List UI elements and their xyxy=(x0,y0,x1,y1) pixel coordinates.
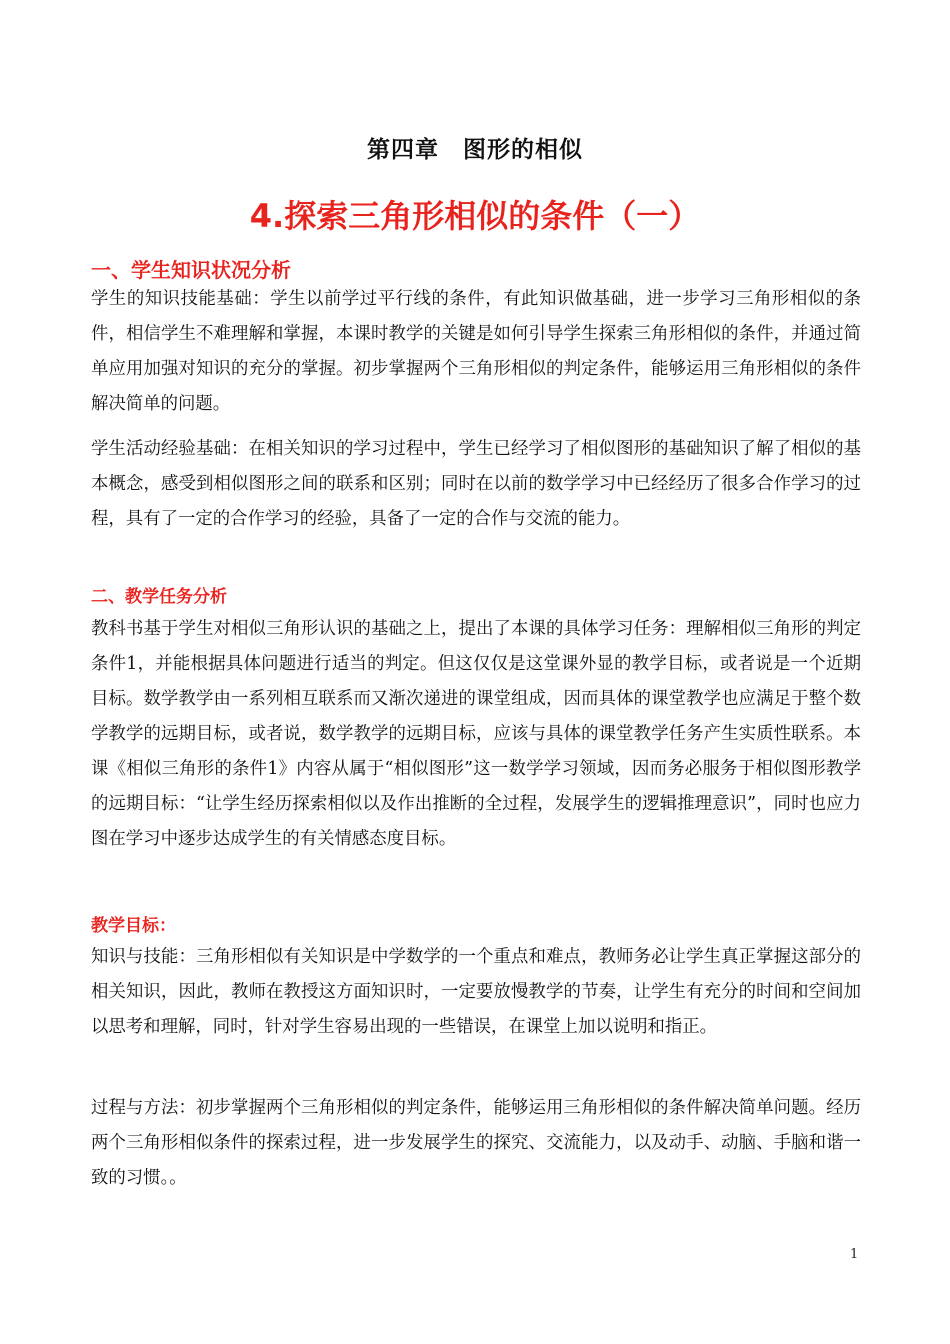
paragraph-knowledge-skills: 知识与技能：三角形相似有关知识是中学数学的一个重点和难点，教师务必让学生真正掌握这部分的相关知识，因此，教师在教授这方面知识时，一定要放慢教学的节奏，让学生有充分的时间和空间加以思考和理解，同时，针对学生容易出现的一些错误，在课堂上加以说明和指正。 xyxy=(91,947,861,1037)
chapter-title: 第四章 图形的相似 xyxy=(367,137,583,163)
paragraph-task-analysis: 教科书基于学生对相似三角形认识的基础之上，提出了本课的具体学习任务：理解相似三角形的判定条件1，并能根据具体问题进行适当的判定。但这仅仅是这堂课外显的教学目标，或者说是一个近期目标。数学教学由一系列相互联系而又渐次递进的课堂组成，因而具体的课堂教学也应满足于整个数学教学的远期目标，或者说，数学教学的远期目标，应该与具体的课堂教学任务产生实质性联系。本课《相似三角形的条件1》内容从属于“相似图形”这一数学学习领域，因而务必服务于相似图形教学的远期目标：“让学生经历探索相似以及作出推断的全过程，发展学生的逻辑推理意识”，同时也应力图在学习中逐步达成学生的有关情感态度目标。 xyxy=(91,619,861,849)
paragraph-knowledge-basis: 学生的知识技能基础：学生以前学过平行线的条件，有此知识做基础，进一步学习三角形相似的条件，相信学生不难理解和掌握，本课时教学的关键是如何引导学生探索三角形相似的条件，并通过简单应用加强对知识的充分的掌握。初步掌握两个三角形相似的判定条件，能够运用三角形相似的条件解决简单的问题。 xyxy=(91,289,861,414)
section-heading-task-analysis: 二、教学任务分析 xyxy=(91,587,227,607)
section-heading-student-analysis: 一、学生知识状况分析 xyxy=(91,258,291,282)
page-number: 1 xyxy=(850,1247,859,1262)
paragraph-process-methods: 过程与方法：初步掌握两个三角形相似的判定条件，能够运用三角形相似的条件解决简单问题。经历两个三角形相似条件的探索过程，进一步发展学生的探究、交流能力，以及动手、动脑、手脑和谐一致的习惯。。 xyxy=(91,1098,861,1188)
paragraph-activity-experience: 学生活动经验基础：在相关知识的学习过程中，学生已经学习了相似图形的基础知识了解了相似的基本概念，感受到相似图形之间的联系和区别；同时在以前的数学学习中已经经历了很多合作学习的过程，具有了一定的合作学习的经验，具备了一定的合作与交流的能力。 xyxy=(91,439,861,529)
lesson-title: 4.探索三角形相似的条件（一） xyxy=(249,197,701,235)
section-heading-objectives: 教学目标： xyxy=(91,916,176,936)
